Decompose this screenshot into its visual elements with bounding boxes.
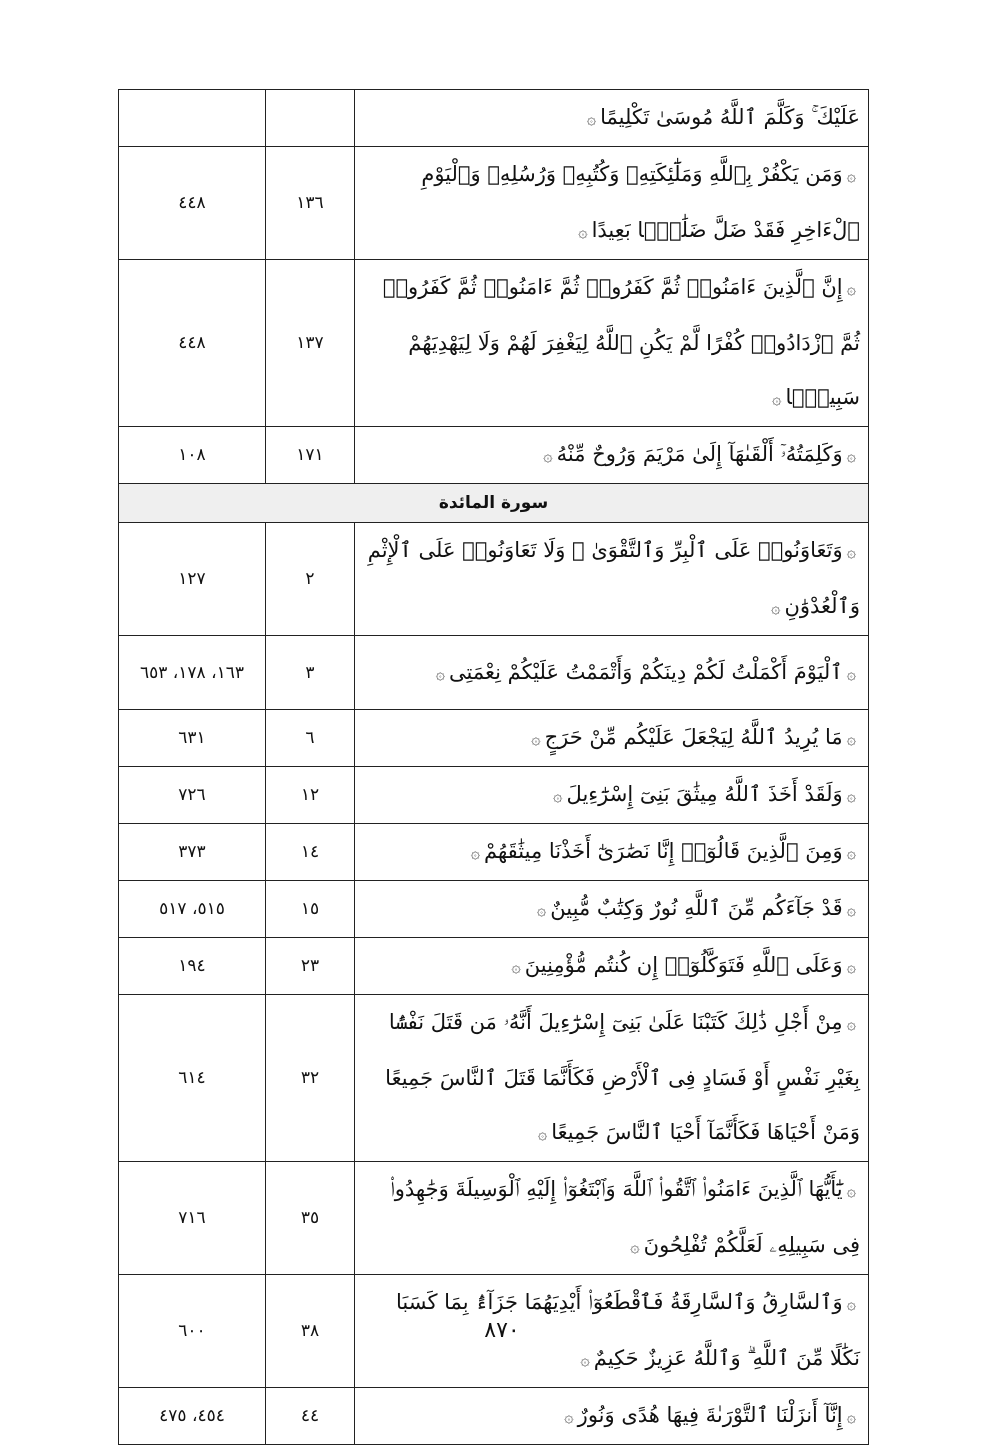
verse-index-table bbox=[118, 89, 869, 1445]
verse-text: وَمِنَ ٱلَّذِينَ قَالُوٓا۟ إِنَّا نَصَٰرَىٰٓ أَخَذْنَا مِيثَٰقَهُمْ bbox=[484, 839, 843, 863]
ornament-close-icon: ۞ bbox=[772, 389, 782, 408]
verse-text: وَمَن يَكْفُرْ بِٱللَّهِ وَمَلَٰٓئِكَتِهِۦ وَكُتُبِهِۦ وَرُسُلِهِۦ وَٱلْيَوْمِ ٱلْءَاخِرِ فَقَدْ ضَلَّ ضَلَٰلًۢا بَعِيدًا bbox=[421, 162, 860, 242]
page-ref-cell: ٤٤٨ bbox=[119, 147, 266, 260]
verse-number-cell: ١٣٦ bbox=[266, 147, 355, 260]
ornament-close-icon: ۞ bbox=[580, 1350, 590, 1369]
verse-text: ٱلْيَوْمَ أَكْمَلْتُ لَكُمْ دِينَكُمْ وَأَتْمَمْتُ عَلَيْكُمْ نِعْمَتِى bbox=[448, 659, 843, 684]
verse-cell bbox=[355, 427, 869, 484]
ornament-close-icon: ۞ bbox=[578, 222, 588, 241]
verse-number-cell: ٢ bbox=[266, 523, 355, 636]
verse-cell bbox=[355, 1162, 869, 1275]
ornament-open-icon: ۞ bbox=[846, 542, 856, 561]
verse-cell bbox=[355, 938, 869, 995]
verse-text: وَعَلَى ٱللَّهِ فَتَوَكَّلُوٓا۟ إِن كُنتُم مُّؤْمِنِينَ bbox=[524, 953, 843, 977]
page-ref-cell: ١٢٧ bbox=[119, 523, 266, 636]
verse-number-cell: ٣٢ bbox=[266, 995, 355, 1162]
ornament-open-icon: ۞ bbox=[846, 446, 856, 465]
ornament-close-icon: ۞ bbox=[564, 1407, 574, 1426]
ornament-open-icon: ۞ bbox=[846, 957, 856, 976]
table-row bbox=[119, 995, 869, 1162]
ornament-close-icon: ۞ bbox=[586, 109, 597, 128]
surah-title: سورة المائدة bbox=[119, 484, 869, 523]
verse-number-cell: ١٢ bbox=[266, 767, 355, 824]
verse-number-cell: ٣٥ bbox=[266, 1162, 355, 1275]
page-ref-cell bbox=[119, 90, 266, 147]
verse-number-cell: ٢٣ bbox=[266, 938, 355, 995]
page-ref-cell: ٧٢٦ bbox=[119, 767, 266, 824]
ornament-close-icon: ۞ bbox=[470, 843, 480, 862]
ornament-open-icon: ۞ bbox=[846, 843, 856, 862]
verse-text: مَا يُرِيدُ ٱللَّهُ لِيَجْعَلَ عَلَيْكُم مِّنْ حَرَجٍ bbox=[544, 725, 843, 749]
verse-cell bbox=[355, 260, 869, 427]
page-ref-cell: ٣٧٣ bbox=[119, 824, 266, 881]
ornament-open-icon: ۞ bbox=[846, 1294, 856, 1313]
page-ref-cell: ٦٣١ bbox=[119, 710, 266, 767]
table-row bbox=[119, 90, 869, 147]
table-row bbox=[119, 636, 869, 710]
page-ref-cell: ٤٥٤، ٤٧٥ bbox=[119, 1388, 266, 1445]
ornament-open-icon: ۞ bbox=[846, 1181, 856, 1200]
table-row bbox=[119, 147, 869, 260]
verse-text: وَتَعَاوَنُوا۟ عَلَى ٱلْبِرِّ وَٱلتَّقْوَىٰ ۖ وَلَا تَعَاوَنُوا۟ عَلَى ٱلْإِثْمِ وَٱلْعُدْوَٰنِ bbox=[367, 538, 860, 618]
verse-number-cell: ١٤ bbox=[266, 824, 355, 881]
ornament-open-icon: ۞ bbox=[846, 729, 856, 748]
verse-cell bbox=[355, 1388, 869, 1445]
verse-cell bbox=[355, 636, 869, 710]
verse-text: إِنَّ ٱلَّذِينَ ءَامَنُوا۟ ثُمَّ كَفَرُوا۟ ثُمَّ ءَامَنُوا۟ ثُمَّ كَفَرُوا۟ ثُمَّ ٱزْدَادُوا۟ كُفْرًا لَّمْ يَكُنِ ٱللَّهُ لِيَغْفِرَ لَهُمْ وَلَا لِيَهْدِيَهُمْ سَبِيلًۢا bbox=[382, 275, 860, 409]
page-ref-cell: ١٠٨ bbox=[119, 427, 266, 484]
ornament-close-icon: ۞ bbox=[543, 446, 553, 465]
table-row bbox=[119, 710, 869, 767]
page-ref-cell: ١٦٣، ١٧٨، ٦٥٣ bbox=[119, 636, 266, 710]
ornament-close-icon: ۞ bbox=[553, 786, 563, 805]
surah-heading-row bbox=[119, 484, 869, 523]
ornament-open-icon: ۞ bbox=[846, 279, 856, 298]
verse-text: إِنَّآ أَنزَلْنَا ٱلتَّوْرَىٰةَ فِيهَا هُدًى وَنُورٌ bbox=[577, 1403, 843, 1427]
ornament-open-icon: ۞ bbox=[846, 663, 856, 683]
ornament-close-icon: ۞ bbox=[536, 900, 547, 919]
ornament-close-icon: ۞ bbox=[771, 598, 781, 617]
ornament-open-icon: ۞ bbox=[846, 1407, 856, 1426]
verse-text: وَلَقَدْ أَخَذَ ٱللَّهُ مِيثَٰقَ بَنِىٓ إِسْرَٰٓءِيلَ bbox=[566, 782, 843, 806]
ornament-open-icon: ۞ bbox=[846, 166, 856, 185]
verse-number-cell: ٤٤ bbox=[266, 1388, 355, 1445]
table-row bbox=[119, 427, 869, 484]
ornament-close-icon: ۞ bbox=[511, 957, 521, 976]
ornament-close-icon: ۞ bbox=[537, 1124, 548, 1143]
verse-number-cell: ٣ bbox=[266, 636, 355, 710]
verse-text: يَٰٓأَيُّهَا ٱلَّذِينَ ءَامَنُوا۟ ٱتَّقُوا۟ ٱللَّهَ وَٱبْتَغُوٓا۟ إِلَيْهِ ٱلْوَسِيلَةَ وَجَٰهِدُوا۟ فِى سَبِيلِهِۦ لَعَلَّكُمْ تُفْلِحُونَ bbox=[389, 1177, 860, 1257]
verse-cell bbox=[355, 995, 869, 1162]
verse-text: وَكَلِمَتُهُۥٓ أَلْقَىٰهَآ إِلَىٰ مَرْيَمَ وَرُوحٌ مِّنْهُ bbox=[556, 442, 843, 466]
verse-cell bbox=[355, 824, 869, 881]
table-row bbox=[119, 1162, 869, 1275]
verse-number-cell: ٣٨ bbox=[266, 1275, 355, 1388]
table-row bbox=[119, 938, 869, 995]
ornament-open-icon: ۞ bbox=[846, 900, 856, 919]
page-ref-cell: ٦١٤ bbox=[119, 995, 266, 1162]
verse-cell bbox=[355, 767, 869, 824]
verse-number-cell bbox=[266, 90, 355, 147]
verse-number-cell: ٦ bbox=[266, 710, 355, 767]
table-row bbox=[119, 881, 869, 938]
table-row bbox=[119, 1388, 869, 1445]
verse-number-cell: ١٧١ bbox=[266, 427, 355, 484]
ornament-close-icon: ۞ bbox=[630, 1237, 640, 1256]
verse-text: عَلَيْكَ ۚ وَكَلَّمَ ٱللَّهُ مُوسَىٰ تَكْلِيمًا bbox=[600, 105, 860, 129]
table-row bbox=[119, 260, 869, 427]
verse-cell bbox=[355, 710, 869, 767]
page-ref-cell: ١٩٤ bbox=[119, 938, 266, 995]
table-row bbox=[119, 767, 869, 824]
verse-text: وَٱلسَّارِقُ وَٱلسَّارِقَةُ فَٱقْطَعُوٓا۟ أَيْدِيَهُمَا جَزَآءًۢ بِمَا كَسَبَا نَكَٰلًا مِّنَ ٱللَّهِ ۗ وَٱللَّهُ عَزِيزٌ حَكِيمٌ bbox=[396, 1290, 860, 1370]
page-ref-cell: ٤٤٨ bbox=[119, 260, 266, 427]
verse-cell bbox=[355, 147, 869, 260]
ornament-open-icon: ۞ bbox=[846, 786, 856, 805]
ornament-close-icon: ۞ bbox=[435, 663, 445, 683]
verse-text: قَدْ جَآءَكُم مِّنَ ٱللَّهِ نُورٌ وَكِتَٰبٌ مُّبِينٌ bbox=[550, 896, 843, 920]
page-ref-cell: ٥١٥، ٥١٧ bbox=[119, 881, 266, 938]
table-row bbox=[119, 824, 869, 881]
table-row bbox=[119, 523, 869, 636]
verse-number-cell: ١٣٧ bbox=[266, 260, 355, 427]
ornament-close-icon: ۞ bbox=[531, 729, 541, 748]
verse-cell bbox=[355, 90, 869, 147]
page-number: ٨٧٠ bbox=[484, 1318, 520, 1343]
page-ref-cell: ٦٠٠ bbox=[119, 1275, 266, 1388]
ornament-open-icon: ۞ bbox=[846, 1014, 856, 1033]
verse-cell bbox=[355, 523, 869, 636]
verse-number-cell: ١٥ bbox=[266, 881, 355, 938]
verse-cell bbox=[355, 881, 869, 938]
page-ref-cell: ٧١٦ bbox=[119, 1162, 266, 1275]
verse-text: مِنْ أَجْلِ ذَٰلِكَ كَتَبْنَا عَلَىٰ بَنِىٓ إِسْرَٰٓءِيلَ أَنَّهُۥ مَن قَتَلَ نَفْسًۢا بِغَيْرِ نَفْسٍ أَوْ فَسَادٍ فِى ٱلْأَرْضِ فَكَأَنَّمَا قَتَلَ ٱلنَّاسَ جَمِيعًا وَمَنْ أَحْيَاهَا فَكَأَنَّمَآ أَحْيَا ٱلنَّاسَ جَمِيعًا bbox=[385, 1010, 860, 1144]
